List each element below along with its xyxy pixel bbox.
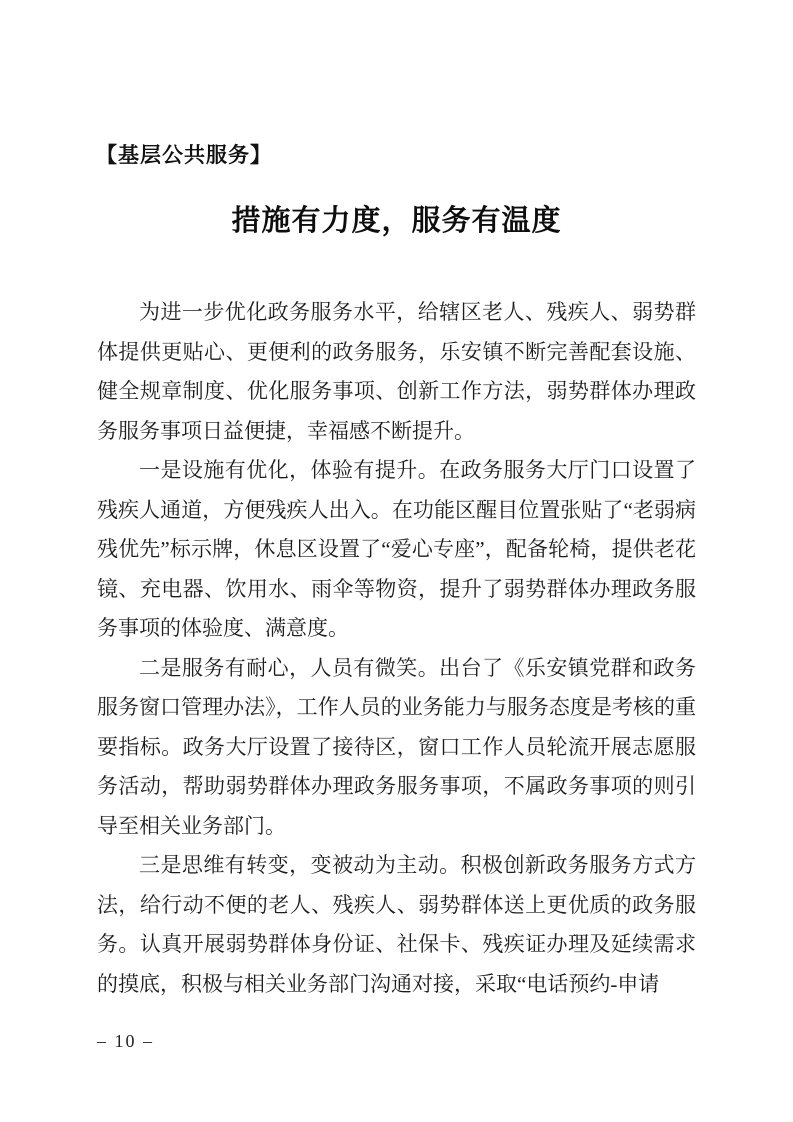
paragraph-point-2: 二是服务有耐心，人员有微笑。出台了《乐安镇党群和政务服务窗口管理办法》，工作人员的业务能力与服务态度是考核的重要指标。政务大厅设置了接待区，窗口工作人员轮流开展志愿服务活动，帮助弱势群体办理政务服务事项，不属政务事项的则引导至相关业务部门。	[97, 655, 696, 838]
document-body	[97, 293, 696, 1004]
section-label: 【基层公共服务】	[96, 144, 272, 167]
page-number: – 10 –	[97, 1031, 154, 1051]
paragraph-point-3: 三是思维有转变，变被动为主动。积极创新政务服务方式方法，给行动不便的老人、残疾人、弱势群体送上更优质的政务服务。认真开展弱势群体身份证、社保卡、残疾证办理及延续需求的摸底，积极与相关业务部门沟通对接，采取“电话预约-申请	[97, 853, 696, 996]
document-title: 措施有力度，服务有温度	[231, 205, 562, 237]
paragraph-point-1: 一是设施有优化，体验有提升。在政务服务大厅门口设置了残疾人通道，方便残疾人出入。在功能区醒目位置张贴了“老弱病残优先”标示牌，休息区设置了“爱心专座”，配备轮椅，提供老花镜、充电器、饮用水、雨伞等物资，提升了弱势群体办理政务服务事项的体验度、满意度。	[97, 458, 696, 640]
paragraph-intro: 为进一步优化政务服务水平，给辖区老人、残疾人、弱势群体提供更贴心、更便利的政务服务，乐安镇不断完善配套设施、健全规章制度、优化服务事项、创新工作方法，弱势群体办理政务服务事项日益便捷，幸福感不断提升。	[97, 300, 696, 443]
